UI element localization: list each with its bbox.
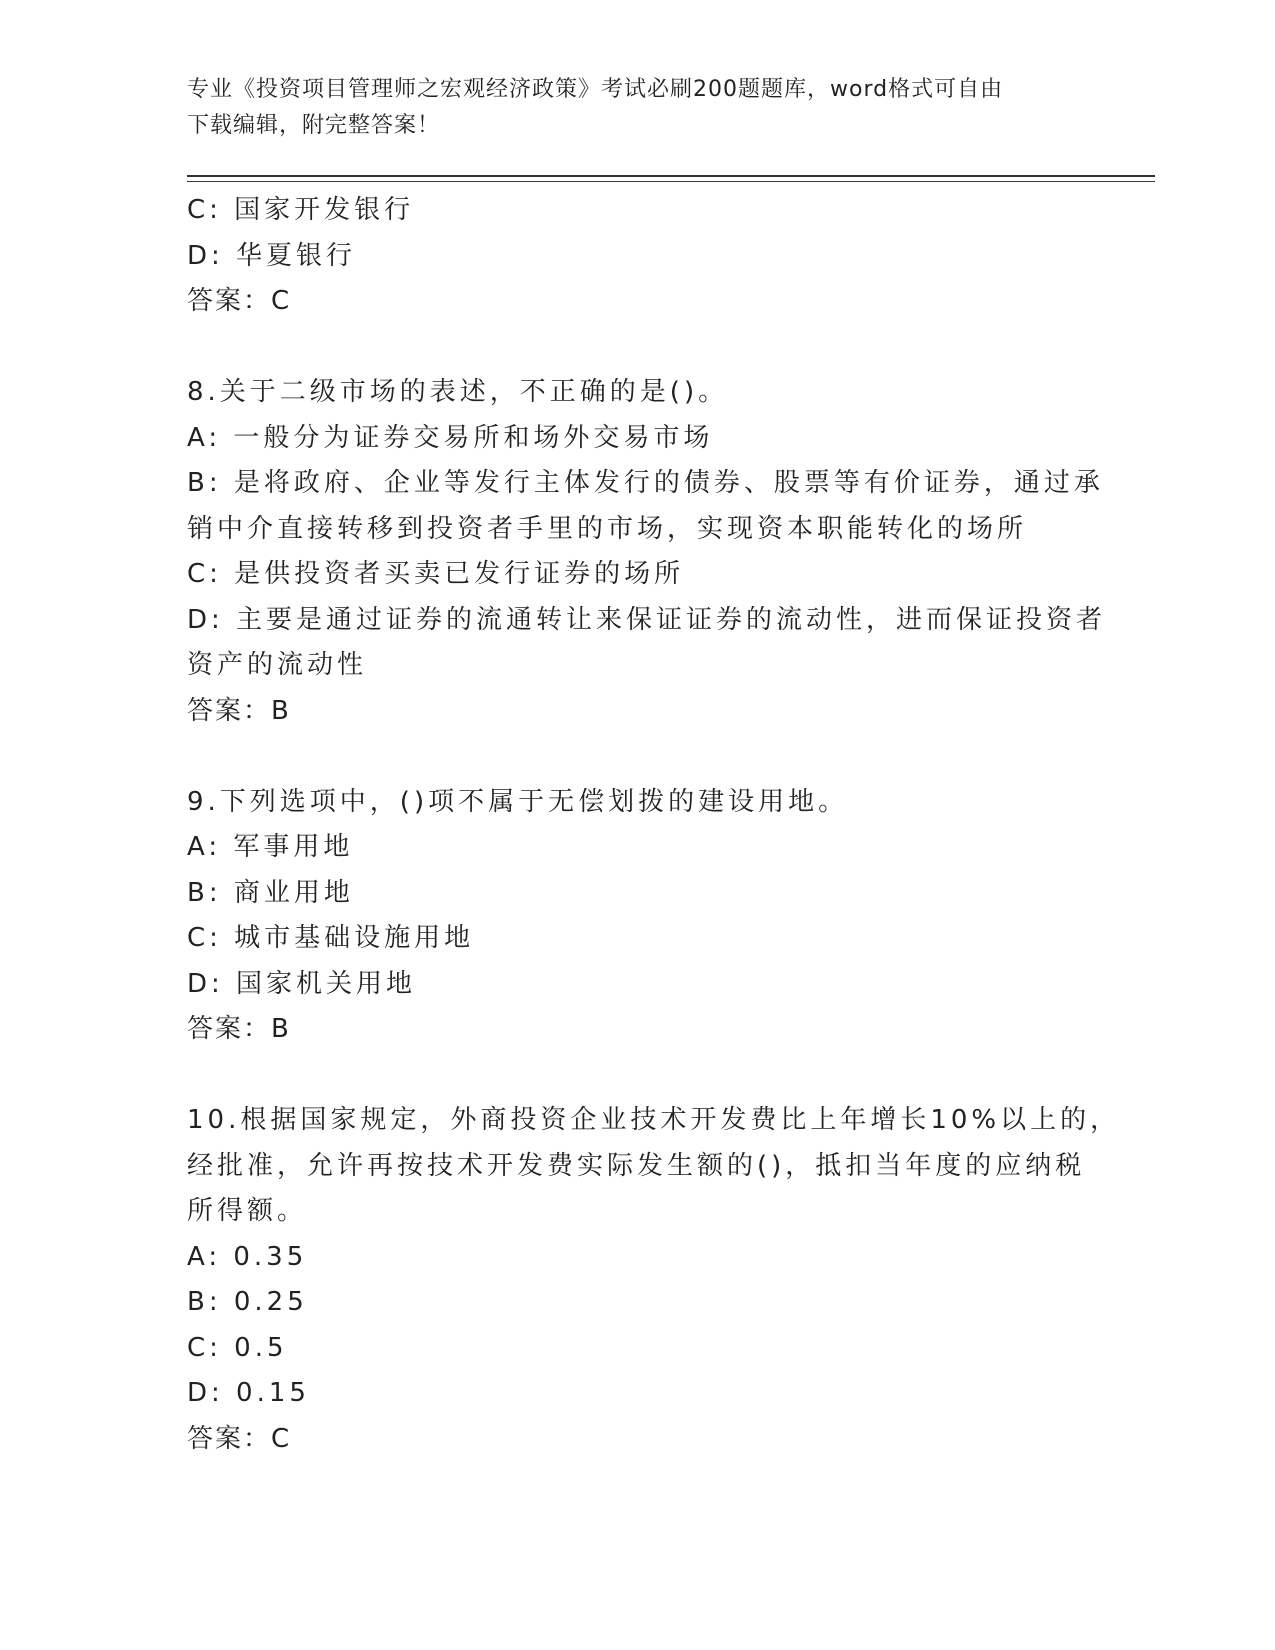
- question-text-line-3: 所得额。: [187, 1196, 308, 1226]
- option-d: D: 0.15: [187, 1378, 310, 1408]
- answer-line: 答案：B: [187, 1014, 291, 1044]
- question-text-line-2: 经批准，允许再按技术开发费实际发生额的()，抵扣当年度的应纳税: [187, 1150, 1086, 1181]
- option-a: A: 0.35: [187, 1241, 308, 1272]
- answer-line: 答案：B: [187, 695, 291, 726]
- question-block-8: [187, 370, 1107, 734]
- question-list: [187, 188, 1121, 1462]
- header-divider-thick: [187, 175, 1155, 177]
- option-c: C: 是供投资者买卖已发行证券的场所: [187, 559, 685, 589]
- option-b-line-2: 销中介直接转移到投资者手里的市场，实现资本职能转化的场所: [187, 513, 1028, 544]
- question-text: 9.下列选项中，()项不属于无偿划拨的建设用地。: [187, 786, 849, 817]
- option-c: C: 0.5: [187, 1332, 288, 1363]
- spacer: [187, 734, 1087, 780]
- option-a: A: 一般分为证券交易所和场外交易市场: [187, 422, 714, 453]
- option-b-line-1: B: 是将政府、企业等发行主体发行的债券、股票等有价证券，通过承: [187, 468, 1104, 498]
- question-text-line-1: 10.根据国家规定，外商投资企业技术开发费比上年增长10%以上的，: [187, 1105, 1121, 1135]
- question-block-10: [187, 1098, 1121, 1462]
- page-header: [187, 72, 1087, 144]
- option-c: C: 国家开发银行: [187, 195, 415, 225]
- option-d-line-2: 资产的流动性: [187, 650, 368, 680]
- answer-line: 答案：C: [187, 1423, 292, 1454]
- question-text: 8.关于二级市场的表述，不正确的是()。: [187, 377, 729, 407]
- question-block-9: [187, 780, 1087, 1053]
- spacer: [187, 1053, 1087, 1099]
- header-divider-thin: [187, 181, 1155, 182]
- spacer: [187, 325, 1087, 371]
- header-line-2: 下载编辑，附完整答案！: [187, 113, 441, 138]
- answer-line: 答案：C: [187, 286, 292, 316]
- option-a: A: 军事用地: [187, 832, 354, 862]
- option-b: B: 商业用地: [187, 877, 354, 908]
- option-d: D: 华夏银行: [187, 240, 357, 271]
- option-c: C: 城市基础设施用地: [187, 923, 475, 953]
- option-d-line-1: D: 主要是通过证券的流通转让来保证证券的流动性，进而保证投资者: [187, 604, 1107, 635]
- option-b: B: 0.25: [187, 1287, 308, 1317]
- header-line-1: 专业《投资项目管理师之宏观经济政策》考试必刷200题题库，word格式可自由: [187, 77, 1004, 102]
- option-d: D: 国家机关用地: [187, 968, 417, 999]
- question-block-7: [187, 188, 1087, 325]
